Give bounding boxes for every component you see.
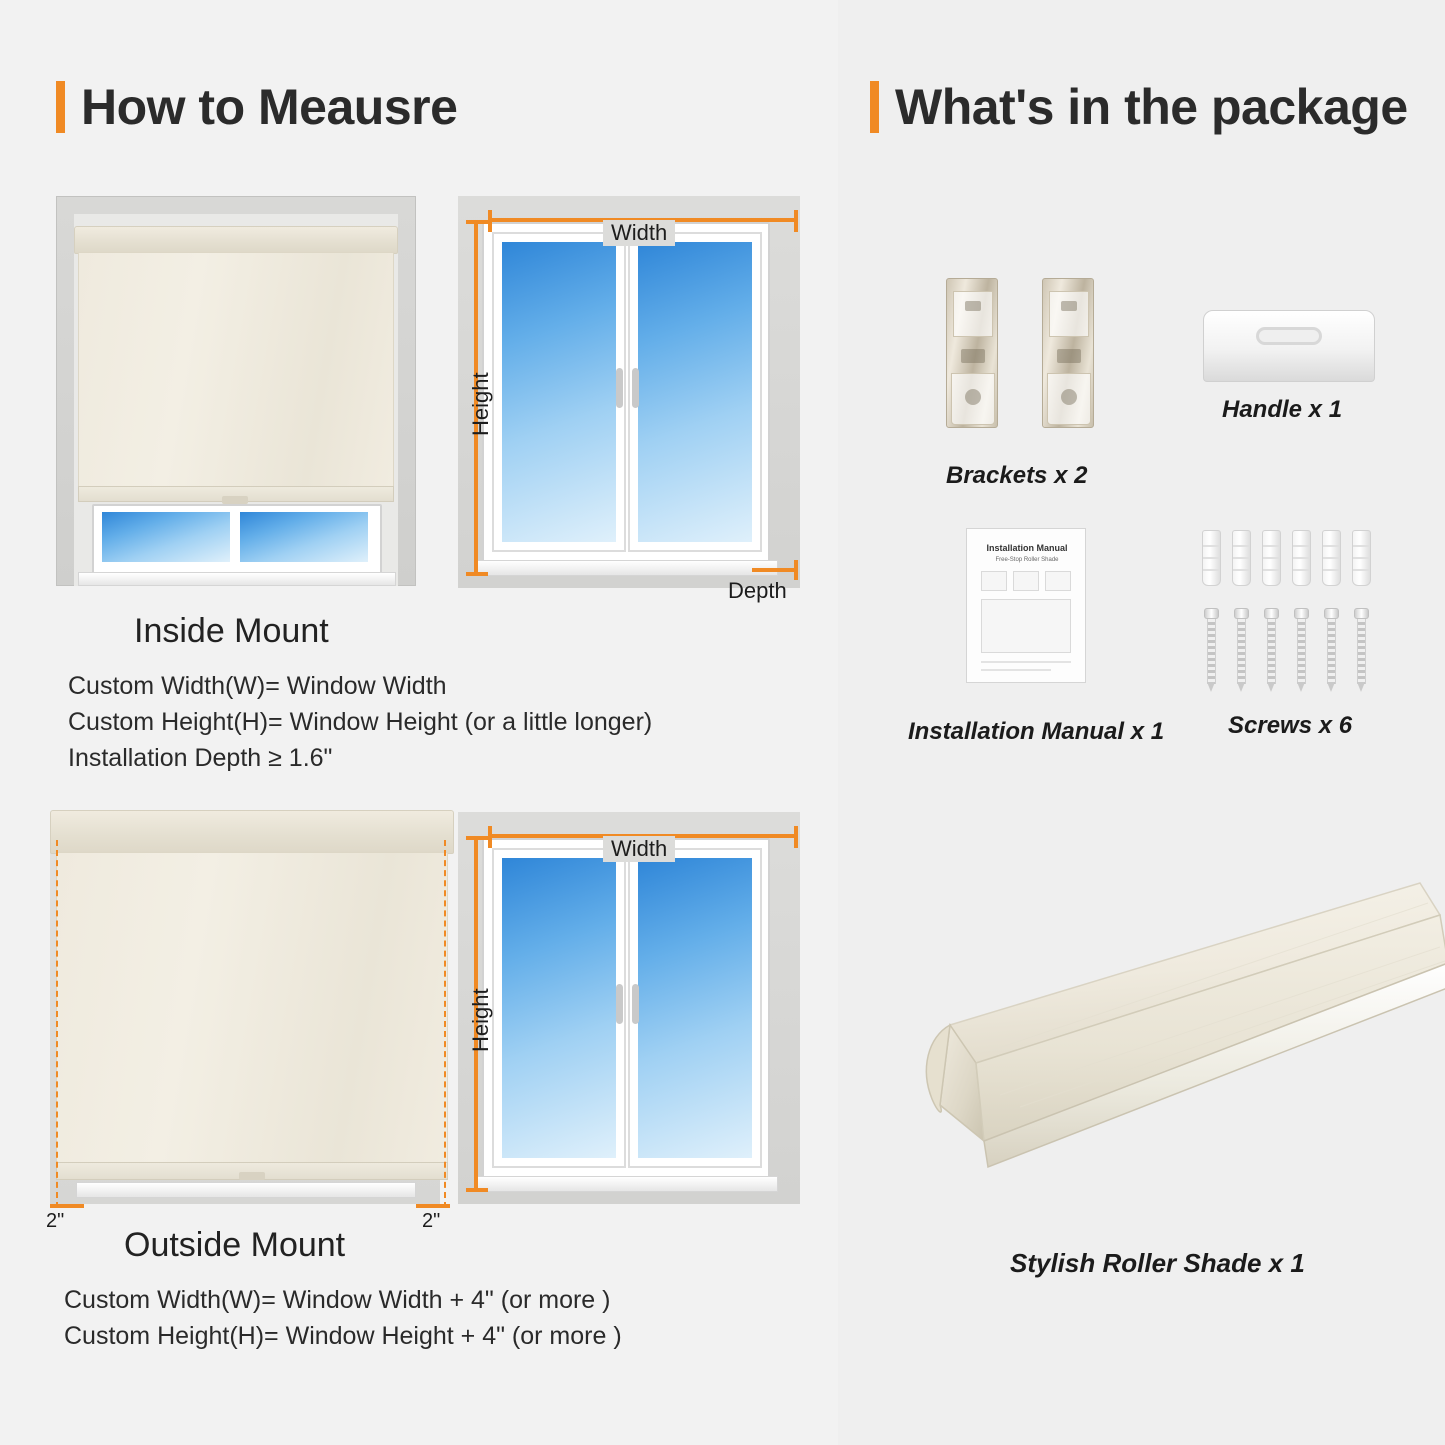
- height-tick-top-2: [466, 836, 488, 840]
- screws-group: [1200, 520, 1400, 700]
- manual-thumb-1: [981, 571, 1007, 591]
- window-glass-left: [502, 242, 616, 542]
- screw-tip: [1297, 682, 1305, 692]
- outside-mount-title: Outside Mount: [124, 1226, 346, 1264]
- shade-fabric: [78, 252, 394, 488]
- package-contents-panel: [838, 0, 1445, 1445]
- manual-text-line-1: [981, 661, 1071, 663]
- screw-head: [1264, 608, 1279, 619]
- package-heading: [870, 78, 1408, 136]
- screw-shaft: [1237, 619, 1246, 684]
- anchor-rib: [1263, 569, 1280, 571]
- screw-tip: [1327, 682, 1335, 692]
- screws-caption: Screws x 6: [1228, 712, 1353, 739]
- outside-mount-shade-illustration: [36, 800, 446, 1232]
- anchor-rib: [1203, 569, 1220, 571]
- shade-pull-handle: [222, 496, 248, 504]
- anchor-rib: [1263, 545, 1280, 547]
- screw-tip: [1207, 682, 1215, 692]
- manual-title: Installation Manual: [986, 543, 1068, 553]
- overhang-arrow-right: [416, 1204, 450, 1208]
- width-tick-right-2: [794, 826, 798, 848]
- height-label-2: Height: [468, 988, 493, 1052]
- width-tick-right: [794, 210, 798, 232]
- screw-head: [1294, 608, 1309, 619]
- accent-bar-2: [870, 81, 879, 133]
- manual-subtitle: Free-Stop Roller Shade: [995, 557, 1059, 563]
- screw-shaft: [1267, 619, 1276, 684]
- height-tick-bottom-2: [466, 1188, 488, 1192]
- width-tick-left: [488, 210, 492, 232]
- anchor-rib: [1323, 545, 1340, 547]
- depth-label: Depth: [728, 578, 787, 603]
- screw-shaft: [1327, 619, 1336, 684]
- window-handle-left: [616, 368, 623, 408]
- screw-head: [1204, 608, 1219, 619]
- screw-shaft: [1297, 619, 1306, 684]
- inside-mount-line-1: Custom Width(W)= Window Width: [68, 672, 447, 700]
- recess-window-sill: [78, 572, 396, 586]
- bracket-2-slot-mid: [1057, 349, 1081, 363]
- bracket-1-slot-top: [965, 301, 981, 311]
- wall-anchor-5: [1322, 530, 1341, 586]
- bracket-2: [1042, 278, 1094, 428]
- accent-bar: [56, 81, 65, 133]
- brackets-group: [938, 278, 1138, 438]
- outside-mount-line-2: Custom Height(H)= Window Height + 4" (or more ): [64, 1322, 622, 1350]
- screw-shaft: [1207, 619, 1216, 684]
- screw-2: [1234, 608, 1249, 684]
- outside-mount-measure-illustration: [448, 812, 800, 1212]
- outside-shade-head-rail: [50, 810, 454, 854]
- bracket-2-plate: [1049, 291, 1089, 337]
- screw-6: [1354, 608, 1369, 684]
- overhang-guide-right: [444, 840, 446, 1208]
- roller-shade-caption: Stylish Roller Shade x 1: [1010, 1248, 1305, 1278]
- window-glass-right: [638, 242, 752, 542]
- how-to-measure-title: How to Meausre: [81, 79, 458, 135]
- inside-mount-measure-illustration: [448, 196, 800, 606]
- shade-head-rail: [74, 226, 398, 254]
- anchor-rib: [1323, 557, 1340, 559]
- inside-mount-line-3: Installation Depth ≥ 1.6": [68, 744, 333, 772]
- anchor-rib: [1233, 569, 1250, 571]
- screw-tip: [1357, 682, 1365, 692]
- bracket-1-plate: [953, 291, 993, 337]
- overhang-label-right: 2": [422, 1210, 441, 1232]
- outside-window-sill: [76, 1182, 416, 1198]
- overhang-arrow-left: [50, 1204, 84, 1208]
- width-label: Width: [603, 220, 675, 246]
- manual-thumb-3: [1045, 571, 1071, 591]
- screw-1: [1204, 608, 1219, 684]
- recess-window-glass-left: [102, 512, 230, 562]
- anchor-rib: [1323, 569, 1340, 571]
- width-label-2: Width: [603, 836, 675, 862]
- inside-mount-shade-illustration: [56, 196, 416, 586]
- screw-shaft: [1357, 619, 1366, 684]
- package-title: What's in the package: [895, 79, 1408, 135]
- window-handle-left-2: [616, 984, 623, 1024]
- anchor-rib: [1233, 557, 1250, 559]
- inside-mount-title: Inside Mount: [134, 612, 329, 650]
- overhang-guide-left: [56, 840, 58, 1208]
- bracket-2-slot-top: [1061, 301, 1077, 311]
- anchor-rib: [1203, 545, 1220, 547]
- overhang-label-left: 2": [46, 1210, 65, 1232]
- anchor-rib: [1353, 569, 1370, 571]
- wall-anchor-2: [1232, 530, 1251, 586]
- how-to-measure-heading: [56, 78, 457, 136]
- screw-4: [1294, 608, 1309, 684]
- depth-tick-end: [794, 560, 798, 580]
- bracket-1-slot-mid: [961, 349, 985, 363]
- window-sill: [474, 560, 778, 576]
- manual-caption: Installation Manual x 1: [908, 718, 1165, 745]
- window-glass-left-2: [502, 858, 616, 1158]
- bracket-1: [946, 278, 998, 428]
- roller-shade-illustration: [880, 855, 1445, 1275]
- height-label: Height: [468, 372, 493, 436]
- outside-mount-line-1: Custom Width(W)= Window Width + 4" (or more ): [64, 1286, 611, 1314]
- wall-anchor-4: [1292, 530, 1311, 586]
- recess-window-glass-right: [240, 512, 368, 562]
- window-glass-right-2: [638, 858, 752, 1158]
- depth-tick: [752, 568, 798, 572]
- anchor-rib: [1353, 557, 1370, 559]
- height-tick-bottom: [466, 572, 488, 576]
- handle-caption: Handle x 1: [1222, 396, 1343, 423]
- installation-manual: [966, 528, 1086, 683]
- brackets-caption: Brackets x 2: [946, 462, 1088, 489]
- window-handle-right: [632, 368, 639, 408]
- outside-shade-pull-handle: [239, 1172, 265, 1180]
- anchor-rib: [1263, 557, 1280, 559]
- handle-part: [1203, 310, 1375, 382]
- window-handle-right-2: [632, 984, 639, 1024]
- anchor-rib: [1293, 557, 1310, 559]
- handle-grip-cutout: [1256, 327, 1322, 345]
- screw-head: [1234, 608, 1249, 619]
- manual-figure: [981, 599, 1071, 653]
- anchor-rib: [1293, 545, 1310, 547]
- manual-text-line-2: [981, 669, 1051, 671]
- window-sill-2: [474, 1176, 778, 1192]
- wall-anchor-6: [1352, 530, 1371, 586]
- screw-5: [1324, 608, 1339, 684]
- screw-head: [1324, 608, 1339, 619]
- width-tick-left-2: [488, 826, 492, 848]
- bracket-1-hole: [965, 389, 981, 405]
- roller-shade-svg: [880, 855, 1445, 1275]
- bracket-2-hole: [1061, 389, 1077, 405]
- screw-tip: [1267, 682, 1275, 692]
- anchor-rib: [1233, 545, 1250, 547]
- screw-tip: [1237, 682, 1245, 692]
- screw-3: [1264, 608, 1279, 684]
- anchor-rib: [1203, 557, 1220, 559]
- outside-shade-fabric: [56, 852, 448, 1164]
- wall-anchor-1: [1202, 530, 1221, 586]
- anchor-rib: [1353, 545, 1370, 547]
- height-tick-top: [466, 220, 488, 224]
- manual-thumb-2: [1013, 571, 1039, 591]
- wall-anchor-3: [1262, 530, 1281, 586]
- screw-head: [1354, 608, 1369, 619]
- inside-mount-line-2: Custom Height(H)= Window Height (or a little longer): [68, 708, 653, 736]
- anchor-rib: [1293, 569, 1310, 571]
